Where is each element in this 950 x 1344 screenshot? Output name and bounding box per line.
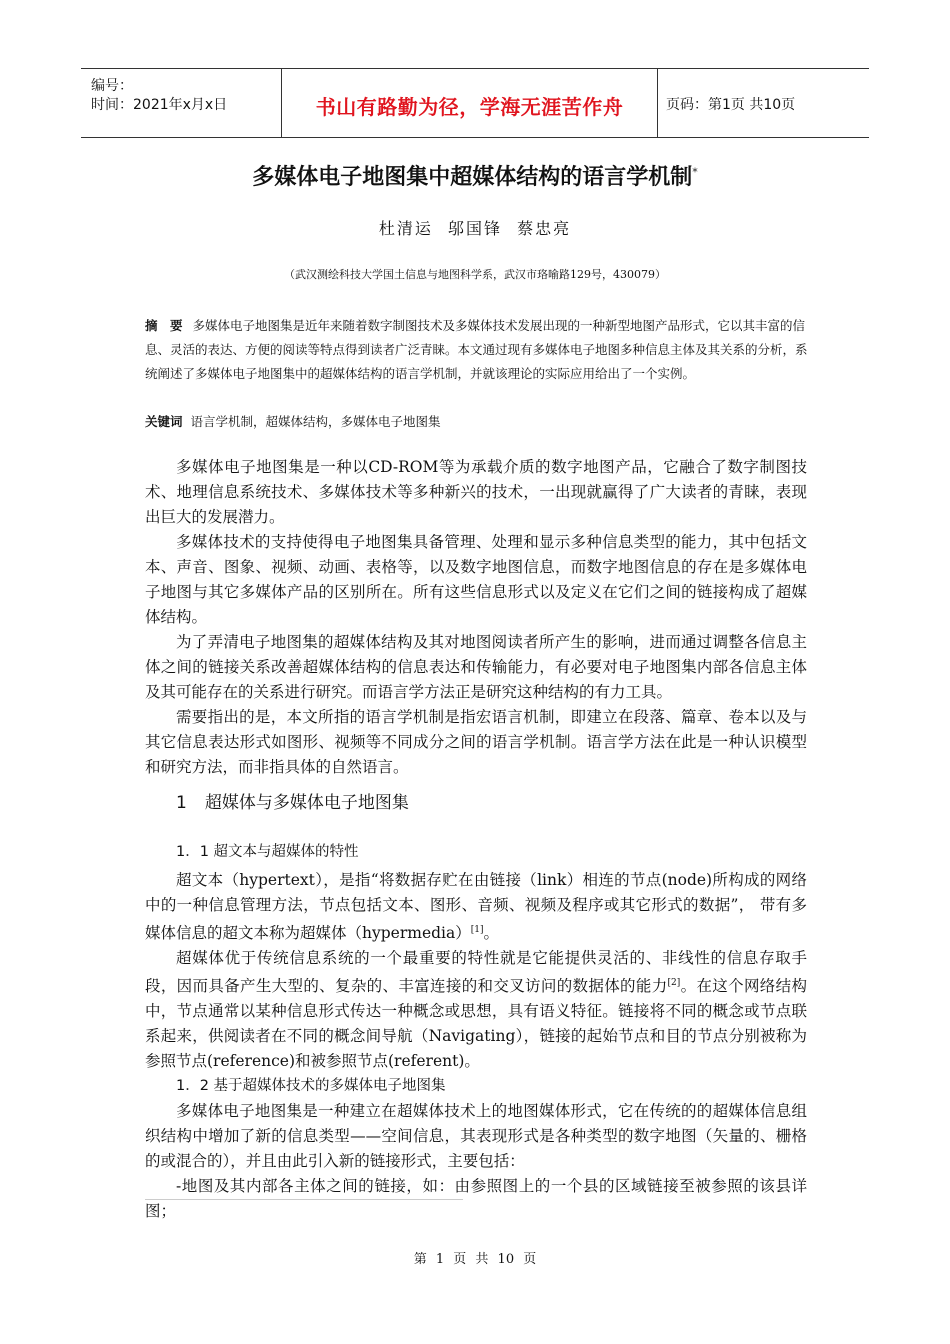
citation: [2] (667, 978, 681, 989)
header-page-cell (658, 69, 869, 137)
date-label: 时间：2021年x月x日 (91, 97, 228, 113)
document-header (81, 68, 869, 138)
keywords-text: 语言学机制，超媒体结构，多媒体电子地图集 (190, 414, 441, 429)
citation: [1] (470, 925, 484, 935)
page-info: 页码：第1页 共10页 (666, 97, 796, 113)
footnote-divider (145, 1199, 463, 1200)
header-motto-cell (282, 69, 658, 137)
title-footnote-mark: * (692, 165, 698, 179)
paragraph: 多媒体电子地图集是一种以CD-ROM等为承载介质的数字地图产品，它融合了数字制图技术、地理信息系统技术、多媒体技术等多种新兴的技术，一出现就赢得了广大读者的青睐，表现出巨大的发展潜力。 (145, 458, 807, 526)
subsection-heading: 1．2 基于超媒体技术的多媒体电子地图集 (176, 1078, 446, 1095)
motto-text: 书山有路勤为径，学海无涯苦作舟 (315, 94, 624, 119)
paper-title: 多媒体电子地图集中超媒体结构的语言学机制* (252, 165, 698, 190)
code-label: 编号： (91, 78, 133, 94)
section-number: 1 (176, 793, 187, 813)
abstract (145, 314, 810, 386)
abstract-text: 多媒体电子地图集是近年来随着数字制图技术及多媒体技术发展出现的一种新型地图产品形式，它以其丰富的信息、灵活的表达、方便的阅读等特点得到读者广泛青睐。本文通过现有多媒体电子地图多种信息主体及其关系的分析，系统阐述了多媒体电子地图集中的超媒体结构的语言学机制，并就该理论的实际应用给出了一个实例。 (145, 318, 808, 381)
keywords-label: 关键词 (145, 414, 183, 429)
paragraph: 超文本（hypertext），是指“将数据存贮在由链接（link）相连的节点(node)所构成的网络中的一种信息管理方法，节点包括文本、图形、音频、视频及程序或其它形式的数据”， 带有多媒体信息的超文本称为超媒体（hypermedia）[1]。 (145, 871, 807, 943)
header-meta-cell (81, 69, 282, 137)
affiliation: （武汉测绘科技大学国土信息与地图科学系，武汉市珞喻路129号，430079） (284, 268, 666, 281)
paragraph: 超媒体优于传统信息系统的一个最重要的特性就是它能提供灵活的、非线性的信息存取手段，因而具备产生大型的、复杂的、丰富连接的和交叉访问的数据体的能力[2]。在这个网络结构中，节点通常以某种信息形式传达一种概念或思想，具有语义特征。链接将不同的概念或节点联系起来，供阅读者在不同的概念间导航（Navigating），链接的起始节点和目的节点分别被称为参照节点(reference)和被参照节点(referent)。 (145, 949, 807, 1071)
paragraph: 为了弄清电子地图集的超媒体结构及其对地图阅读者所产生的影响，进而通过调整各信息主体之间的链接关系改善超媒体结构的信息表达和传输能力，有必要对电子地图集内部各信息主体及其可能存在的关系进行研究。而语言学方法正是研究这种结构的有力工具。 (145, 633, 807, 701)
section-heading (176, 788, 409, 813)
authors: 杜清运 邬国锋 蔡忠亮 (378, 219, 572, 238)
section-title: 超媒体与多媒体电子地图集 (204, 793, 409, 813)
paragraph: 多媒体电子地图集是一种建立在超媒体技术上的地图媒体形式，它在传统的的超媒体信息组织结构中增加了新的信息类型——空间信息，其表现形式是各种类型的数字地图（矢量的、栅格的或混合的），并且由此引入新的链接形式，主要包括： (145, 1102, 807, 1171)
paragraph: -地图及其内部各主体之间的链接，如：由参照图上的一个县的区域链接至被参照的该县详图； (145, 1177, 807, 1221)
subsection-heading: 1．1 超文本与超媒体的特性 (176, 844, 359, 860)
page-footer: 第 1 页 共 10 页 (413, 1252, 537, 1267)
intro-body (145, 455, 807, 780)
paragraph: 需要指出的是，本文所指的语言学机制是指宏语言机制，即建立在段落、篇章、卷本以及与其它信息表达形式如图形、视频等不同成分之间的语言学机制。语言学方法在此是一种认识模型和研究方法，而非指具体的自然语言。 (145, 708, 807, 776)
section-body (145, 840, 807, 1224)
abstract-label: 摘 要 (145, 318, 183, 333)
keywords (145, 410, 810, 434)
paragraph: 多媒体技术的支持使得电子地图集具备管理、处理和显示多种信息类型的能力，其中包括文本、声音、图象、视频、动画、表格等，以及数字地图信息，而数字地图信息的存在是多媒体电子地图与其它多媒体产品的区别所在。所有这些信息形式以及定义在它们之间的链接构成了超媒体结构。 (145, 533, 807, 626)
